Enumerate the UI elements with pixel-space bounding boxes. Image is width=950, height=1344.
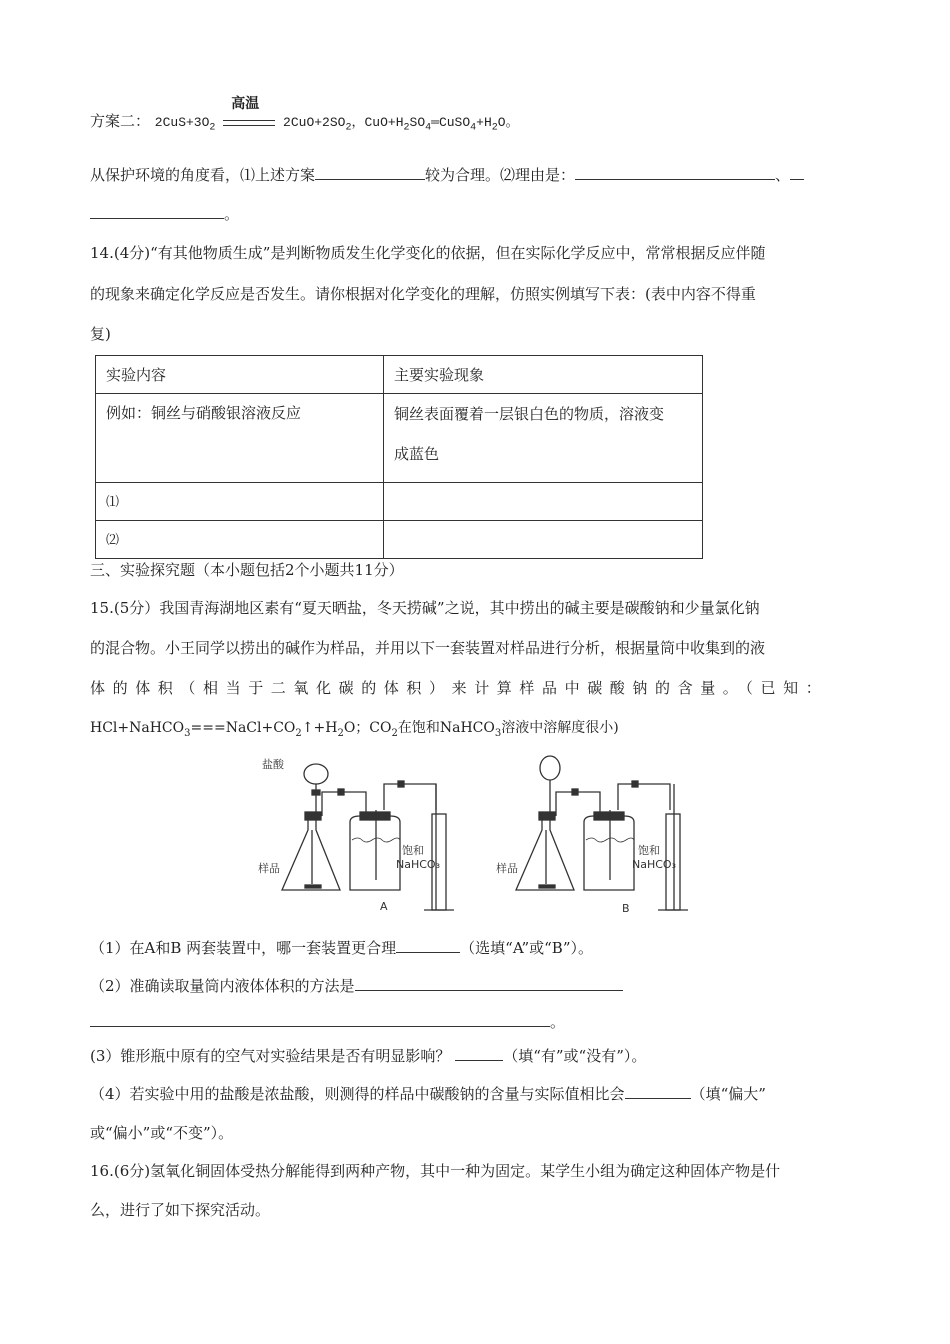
l4e: 在饱和NaHCO bbox=[397, 720, 495, 736]
blank-sub1[interactable] bbox=[396, 938, 460, 953]
eq-left-sub: 2 bbox=[209, 122, 216, 134]
label-acid: 盐酸 bbox=[262, 758, 284, 771]
row1-answer[interactable] bbox=[384, 483, 703, 521]
apparatus-figure bbox=[250, 750, 710, 920]
sub3-a: (3）锥形瓶中原有的空气对实验结果是否有明显影响？ bbox=[90, 1047, 451, 1065]
q15-line2: 的混合物。小王同学以捞出的碱作为样品，并用以下一套装置对样品进行分析，根据量筒中收集到的液 bbox=[90, 639, 766, 657]
blank-sub3[interactable] bbox=[455, 1046, 503, 1061]
env-part3: 、 bbox=[775, 166, 791, 184]
table-row-example bbox=[96, 394, 703, 483]
eq2-e: O。 bbox=[497, 115, 519, 130]
q14-line3: 复) bbox=[90, 325, 111, 343]
l4c: ↑+H bbox=[301, 720, 338, 736]
example-content: 例如：铜丝与硝酸银溶液反应 bbox=[96, 394, 384, 483]
row1-label: ⑴ bbox=[96, 483, 384, 521]
blank-sub2a[interactable] bbox=[355, 976, 623, 991]
q15-line1: 15.(5分）我国青海湖地区素有“夏天晒盐，冬天捞碱”之说，其中捞出的碱主要是碳酸钠和少量氯化钠 bbox=[90, 599, 760, 617]
q15-sub1 bbox=[90, 937, 593, 958]
q16-line2: 么，进行了如下探究活动。 bbox=[90, 1201, 271, 1219]
env-question-line bbox=[90, 164, 804, 185]
l4d: O；CO bbox=[343, 720, 392, 736]
label-sample-b: 样品 bbox=[496, 862, 518, 875]
sub4-b: （填“偏大” bbox=[690, 1085, 766, 1103]
eq2-a: ，CuO+H bbox=[351, 115, 404, 130]
label-b: B bbox=[622, 902, 630, 915]
row2-answer[interactable] bbox=[384, 521, 703, 559]
header-content: 实验内容 bbox=[96, 356, 384, 394]
l4s5: 3 bbox=[494, 727, 502, 739]
condition-text: 高温 bbox=[231, 96, 260, 112]
label-sat2-a: NaHCO₃ bbox=[396, 858, 440, 871]
q15-line4 bbox=[90, 717, 619, 739]
sub2-text: （2）准确读取量筒内液体体积的方法是 bbox=[90, 977, 355, 995]
sub3-b: （填“有”或“没有”）。 bbox=[503, 1047, 647, 1065]
label-sat-a: 饱和 bbox=[402, 844, 424, 857]
header-phenomenon: 主要实验现象 bbox=[384, 356, 703, 394]
q15-line3: 体的体积（相当于二氧化碳的体积）来计算样品中碳酸钠的含量。（已知： bbox=[90, 679, 829, 697]
blank-reason-2b[interactable] bbox=[90, 204, 224, 219]
eq-left: 2CuS+3O bbox=[154, 115, 210, 130]
q14-line2: 的现象来确定化学反应是否发生。请你根据对化学变化的理解，仿照实例填写下表：(表中内容不得重 bbox=[90, 285, 756, 303]
section3-heading: 三、实验探究题（本小题包括2个小题共11分） bbox=[90, 561, 404, 579]
l4b: ===NaCl+CO bbox=[190, 720, 296, 736]
q14-line1: 14.(4分)“有其他物质生成”是判断物质发生化学变化的依据，但在实际化学反应中，常常根据反应伴随 bbox=[90, 244, 766, 262]
reaction-condition bbox=[223, 96, 275, 130]
blank-reason-2a[interactable] bbox=[790, 165, 804, 180]
scheme2-label: 方案二： bbox=[90, 112, 151, 130]
eq2-sub1: 2 bbox=[403, 122, 410, 134]
l4s4: 2 bbox=[391, 727, 398, 739]
example-phenomenon-2: 成蓝色 bbox=[394, 445, 440, 463]
env-question-line2 bbox=[90, 203, 239, 224]
example-phenomenon-1: 铜丝表面覆着一层银白色的物质，溶液变 bbox=[394, 405, 665, 423]
eq2-sub2: 4 bbox=[425, 122, 432, 134]
setup-a bbox=[282, 764, 454, 910]
sub1-a: （1）在A和B 两套装置中，哪一套装置更合理 bbox=[90, 939, 397, 957]
scheme2-equation bbox=[154, 96, 519, 134]
env-part1: 从保护环境的角度看，⑴上述方案 bbox=[90, 166, 316, 184]
blank-reason-1[interactable] bbox=[575, 165, 775, 180]
label-sat-b: 饱和 bbox=[638, 844, 660, 857]
label-sample-a: 样品 bbox=[258, 862, 280, 875]
q15-sub4-line2: 或“偏小”或“不变”）。 bbox=[90, 1124, 234, 1142]
env-end: 。 bbox=[224, 205, 240, 223]
eq-mid-sub: 2 bbox=[345, 122, 352, 134]
example-phenomenon bbox=[384, 394, 703, 483]
blank-sub4[interactable] bbox=[625, 1084, 691, 1099]
l4s3: 2 bbox=[337, 727, 344, 739]
env-part2: 较为合理。⑵理由是： bbox=[425, 166, 576, 184]
eq2-c: ═CuSO bbox=[431, 115, 471, 130]
setup-b bbox=[516, 756, 688, 910]
label-a: A bbox=[380, 900, 388, 913]
eq2-d: +H bbox=[476, 115, 492, 130]
double-arrow bbox=[223, 120, 275, 126]
experiment-table bbox=[95, 355, 703, 559]
l4f: 溶液中溶解度很小) bbox=[501, 720, 619, 736]
q15-sub3 bbox=[90, 1045, 646, 1066]
table-row bbox=[96, 521, 703, 559]
q15-sub2 bbox=[90, 975, 623, 996]
q15-sub2-line2 bbox=[90, 1011, 565, 1032]
q16-line1: 16.(6分)氢氧化铜固体受热分解能得到两种产物，其中一种为固定。某学生小组为确定这种固体产物是什 bbox=[90, 1162, 781, 1180]
q15-sub4 bbox=[90, 1083, 766, 1104]
table-row bbox=[96, 483, 703, 521]
eq2-b: SO bbox=[409, 115, 426, 130]
l4a: HCl+NaHCO bbox=[90, 720, 185, 736]
label-sat2-b: NaHCO₃ bbox=[632, 858, 676, 871]
sub2-end: 。 bbox=[550, 1013, 566, 1031]
eq2-sub4: 2 bbox=[491, 122, 498, 134]
eq2-sub3: 4 bbox=[470, 122, 477, 134]
blank-sub2b[interactable] bbox=[90, 1012, 550, 1027]
sub4-a: （4）若实验中用的盐酸是浓盐酸，则测得的样品中碳酸钠的含量与实际值相比会 bbox=[90, 1085, 625, 1103]
l4s1: 3 bbox=[184, 727, 191, 739]
table-header-row bbox=[96, 356, 703, 394]
scheme2-line bbox=[90, 96, 519, 134]
row2-label: ⑵ bbox=[96, 521, 384, 559]
sub1-b: （选填“A”或“B”）。 bbox=[460, 939, 593, 957]
blank-scheme[interactable] bbox=[315, 165, 425, 180]
l4s2: 2 bbox=[295, 727, 302, 739]
eq-mid: 2CuO+2SO bbox=[283, 115, 346, 130]
